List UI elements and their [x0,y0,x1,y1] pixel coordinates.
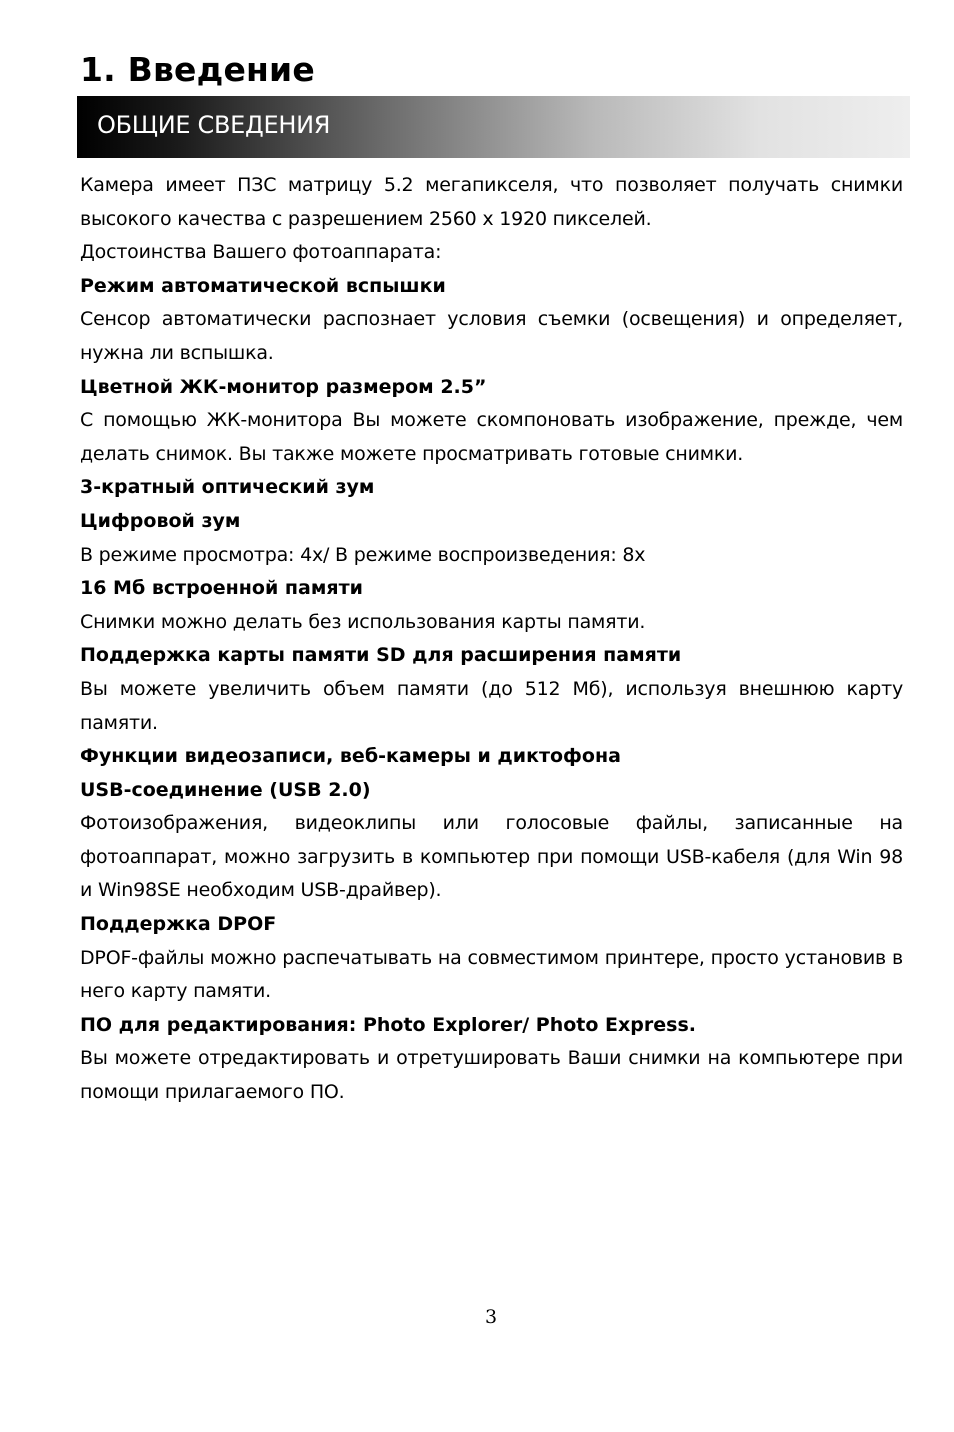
feature-text-digital-zoom: В режиме просмотра: 4х/ В режиме воспроизведения: 8х [80,543,646,566]
feature-heading-video-webcam-recorder: Функции видеозаписи, веб-камеры и диктофона [80,745,621,768]
section-banner-label: ОБЩИЕ СВЕДЕНИЯ [97,111,331,139]
chapter-title: 1. Введение [80,50,315,89]
feature-text-lcd-monitor: С помощью ЖК-монитора Вы можете скомпоновать изображение, прежде, чем делать снимок. Вы также можете просматривать готовые снимки. [80,409,903,465]
page-number: 3 [484,1306,498,1328]
feature-heading-optical-zoom: 3-кратный оптический зум [80,476,375,499]
feature-text-internal-memory: Снимки можно делать без использования карты памяти. [80,610,646,633]
feature-heading-editing-software: ПО для редактирования: Photo Explorer/ Photo Express. [80,1013,696,1036]
advantages-lead: Достоинства Вашего фотоаппарата: [80,241,442,264]
feature-heading-auto-flash: Режим автоматической вспышки [80,274,446,297]
feature-text-editing-software: Вы можете отредактировать и отретушировать Ваши снимки на компьютере при помощи прилагаемого ПО. [80,1047,903,1104]
feature-heading-digital-zoom: Цифровой зум [80,509,241,532]
feature-heading-dpof: Поддержка DPOF [80,913,277,936]
feature-heading-lcd-monitor: Цветной ЖК-монитор размером 2.5” [80,375,487,398]
body-content [80,169,903,1110]
feature-text-auto-flash: Сенсор автоматически распознает условия съемки (освещения) и определяет, нужна ли вспышка. [80,308,903,364]
feature-heading-usb: USB-соединение (USB 2.0) [80,778,371,801]
intro-paragraph: Камера имеет ПЗС матрицу 5.2 мегапикселя, что позволяет получать снимки высокого качества с разрешением 2560 x 1920 пикселей. [80,174,903,230]
section-banner [77,96,910,158]
feature-text-dpof: DPOF-файлы можно распечатывать на совместимом принтере, просто установив в него карту памяти. [80,946,903,1003]
feature-text-usb: Фотоизображения, видеоклипы или голосовые файлы, записанные на фотоаппарат, можно загрузить в компьютер при помощи USB-кабеля (для Win 98 и Win98SE необходим USB-драйвер). [80,812,903,902]
feature-heading-sd-card: Поддержка карты памяти SD для расширения памяти [80,644,682,667]
feature-heading-internal-memory: 16 Мб встроенной памяти [80,577,363,600]
feature-text-sd-card: Вы можете увеличить объем памяти (до 512 Мб), используя внешнюю карту памяти. [80,677,903,734]
